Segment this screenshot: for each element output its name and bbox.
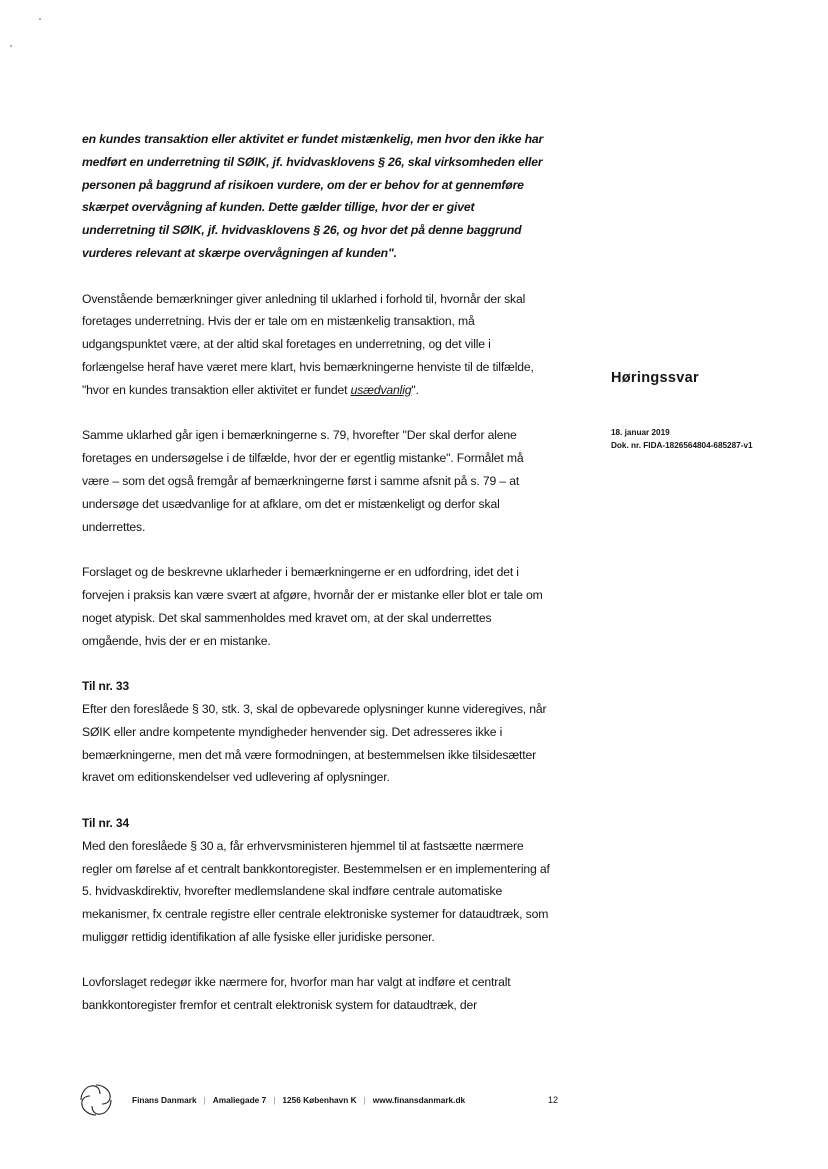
footer-separator: | — [363, 1095, 366, 1105]
footer-address: Amaliegade 7 — [212, 1095, 267, 1105]
page-number: 12 — [547, 1095, 558, 1105]
footer-separator: | — [273, 1095, 276, 1105]
paragraph-bank-register: Lovforslaget redegør ikke nærmere for, hvorfor man har valgt at indføre et centralt bankkontoregister fremfor et centralt elektronisk system for dataudtræk, der — [82, 975, 511, 1013]
paragraph-page-79: Samme uklarhed går igen i bemærkningerne s. 79, hvorefter "Der skal derfor alene foretages en undersøgelse i de tilfælde, hvor der er egentlig mistanke". Formålet må være – som det også fremgår af bemærkningerne først i samme afsnit på s. 79 – at undersøge det usædvanlige for at afklare, om det er mistænkeligt og derfor skal underrettes. — [82, 428, 524, 534]
footer-city: 1256 København K — [282, 1095, 357, 1105]
section-heading-nr-33: Til nr. 33 — [82, 679, 129, 694]
paragraph-text: Ovenstående bemærkninger giver anledning til uklarhed i forhold til, hvornår der skal foretages underretning. Hvis der er tale om en mistænkelig transaktion, må udgangspunktet være, at der altid skal foretages en underretning, og det ville i forlængelse heraf have været mere klart, hvis bemærkningerne henviste til de tilfælde, "hvor en kundes transaktion eller aktivitet er fundet — [82, 291, 534, 397]
scan-speck — [10, 45, 12, 47]
document-type-title: Høringssvar — [611, 370, 699, 386]
sidebar — [611, 370, 801, 452]
underlined-term: usædvanlig — [350, 382, 412, 397]
document-number: Dok. nr. FIDA-1826564804-685287-v1 — [611, 441, 753, 450]
section-heading-nr-34: Til nr. 34 — [82, 815, 129, 830]
document-date: 18. januar 2019 — [611, 428, 670, 437]
paragraph-nr-33: Efter den foreslåede § 30, stk. 3, skal de opbevarede oplysninger kunne videregives, når SØIK eller andre kompetente myndigheder henvender sig. Det adresseres ikke i bemærkningerne, men det må være formodningen, at bestemmelsen ikke tilsidesætter kravet om editionskendelser ved udlevering af oplysninger. — [82, 701, 547, 785]
quoted-paragraph: en kundes transaktion eller aktivitet er fundet mistænkelig, men hvor den ikke har medført en underretning til SØIK, jf. hvidvasklovens § 26, skal virksomheden eller personen på baggrund af risikoen vurdere, om der er behov for at gennemføre skærpet overvågning af kunden. Dette gælder tillige, hvor der er givet underretning til SØIK, jf. hvidvasklovens § 26, og hvor det på denne baggrund vurderes relevant at skærpe overvågningen af kunden". — [82, 132, 544, 260]
scan-speck — [39, 18, 41, 20]
paragraph-uncertainty — [82, 288, 550, 402]
paragraph-nr-34: Med den foreslåede § 30 a, får erhvervsministeren hjemmel til at fastsætte nærmere regler om førelse af et centralt bankkontoregister. Bestemmelsen er en implementering af 5. hvidvaskdirektiv, hvorefter medlemslandene skal indføre centrale automatiske mekanismer, fx centrale registre eller centrale elektroniske systemer for dataudtræk, som muliggør rettidig identifikation af alle fysiske eller juridiske personer. — [82, 838, 550, 944]
finans-danmark-logo-icon — [78, 1082, 114, 1118]
body-text — [82, 128, 550, 1040]
paragraph-text: ". — [411, 382, 419, 397]
paragraph-challenge: Forslaget og de beskrevne uklarheder i bemærkningerne er en udfordring, idet det i forvejen i praksis kan være svært at afgøre, hvornår der er mistanke eller blot er tale om noget atypisk. Det skal sammenholdes med kravet om, at der skal underrettes omgående, hvis der er en mistanke. — [82, 565, 543, 648]
footer-website: www.finansdanmark.dk — [372, 1095, 466, 1105]
page-footer — [78, 1080, 558, 1120]
footer-separator: | — [203, 1095, 206, 1105]
footer-org: Finans Danmark — [132, 1095, 197, 1105]
